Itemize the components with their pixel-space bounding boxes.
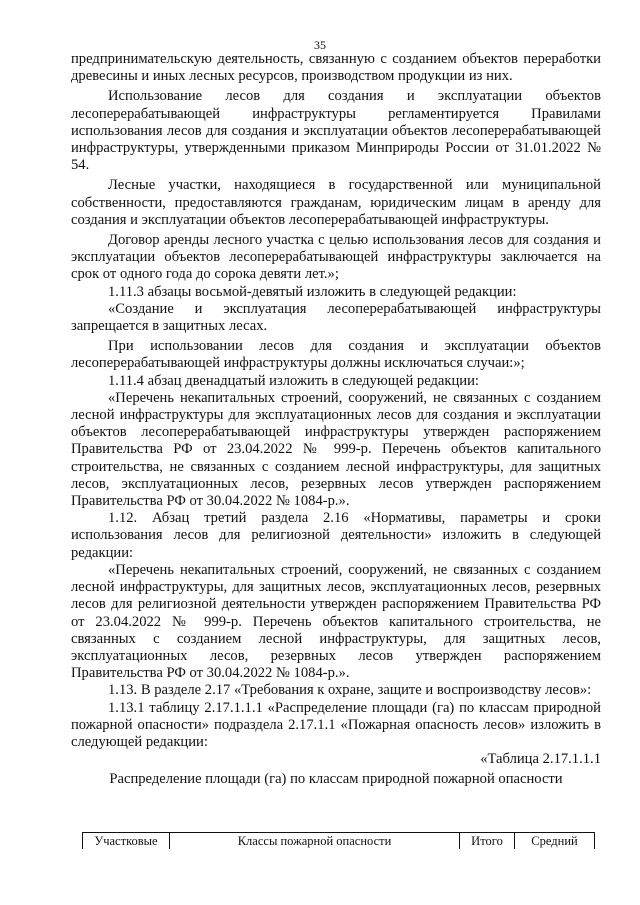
- table-header-cell: Классы пожарной опасности: [170, 833, 460, 850]
- paragraph: 1.13. В разделе 2.17 «Требования к охране, защите и воспроизводству лесов»:: [108, 682, 592, 699]
- paragraph: «Создание и эксплуатация лесоперерабатывающей инфраструктуры запрещается в защитных лесах.: [71, 300, 601, 335]
- page-number: 35: [314, 38, 326, 52]
- paragraph: Использование лесов для создания и эксплуатации объектов лесоперерабатывающей инфраструктуры регламентируется Правилами использования лесов для создания и эксплуатации объектов лесоперерабатывающей инфраструктуры, утвержденными приказом Минприроды России от 31.01.2022 № 54.: [71, 88, 601, 174]
- paragraph: 1.13.1 таблицу 2.17.1.1.1 «Распределение площади (га) по классам природной пожарной опасности» подраздела 2.17.1.1 «Пожарная опасность лесов» изложить в следующей редакции:: [71, 699, 601, 750]
- table-caption: Распределение площади (га) по классам природной пожарной опасности: [109, 771, 563, 788]
- table-header-cell: Итого: [460, 833, 515, 850]
- document-body: [71, 51, 601, 789]
- paragraph: При использовании лесов для создания и эксплуатации объектов лесоперерабатывающей инфраструктуры должны исключаться случаи:»;: [71, 338, 601, 372]
- paragraph: предпринимательскую деятельность, связанную с созданием объектов переработки древесины и иных лесных ресурсов, производством продукции из них.: [71, 51, 601, 85]
- table-header-cell: Средний: [515, 833, 595, 850]
- paragraph: «Перечень некапитальных строений, сооружений, не связанных с созданием лесной инфраструктуры для эксплуатационных лесов для создания и эксплуатации объектов лесоперерабатывающей инфраструктуры утвержден распоряжением Правительства РФ от 23.04.2022 № 999-р. Перечень объектов капитального строительства, не связанных с созданием лесной инфраструктуры, для защитных лесов, эксплуатационных лесов, резервных лесов утвержден распоряжением Правительства РФ от 30.04.2022 № 1084-р.».: [71, 389, 601, 510]
- paragraph: Лесные участки, находящиеся в государственной или муниципальной собственности, предоставляются гражданам, юридическим лицам в аренду для создания и эксплуатации объектов лесоперерабатывающей инфраструктуры.: [71, 177, 601, 228]
- table-header-cell: Участковые: [83, 833, 170, 850]
- paragraph: Договор аренды лесного участка с целью использования лесов для создания и эксплуатации объектов лесоперерабатывающей инфраструктуры заключается на срок от одного года до сорока девяти лет.»;: [71, 232, 601, 283]
- table-label: «Таблица 2.17.1.1.1: [480, 751, 601, 768]
- paragraph: 1.11.4 абзац двенадцатый изложить в следующей редакции:: [108, 372, 479, 389]
- table-header-row: [83, 833, 595, 850]
- paragraph: 1.11.3 абзацы восьмой-девятый изложить в следующей редакции:: [108, 283, 517, 300]
- paragraph: «Перечень некапитальных строений, сооружений, не связанных с созданием лесной инфраструктуры, для защитных лесов, эксплуатационных лесов, резервных лесов для религиозной деятельности утвержден распоряжением Правительства РФ от 23.04.2022 № 999-р. Перечень объектов капитального строительства, не связанных с созданием лесной инфраструктуры, для защитных лесов, эксплуатационных лесов, резервных лесов утвержден распоряжением Правительства РФ от 30.04.2022 № 1084-р.».: [71, 561, 601, 682]
- paragraph: 1.12. Абзац третий раздела 2.16 «Нормативы, параметры и сроки использования лесов для религиозной деятельности» изложить в следующей редакции:: [71, 510, 601, 561]
- fire-danger-table: [82, 832, 595, 849]
